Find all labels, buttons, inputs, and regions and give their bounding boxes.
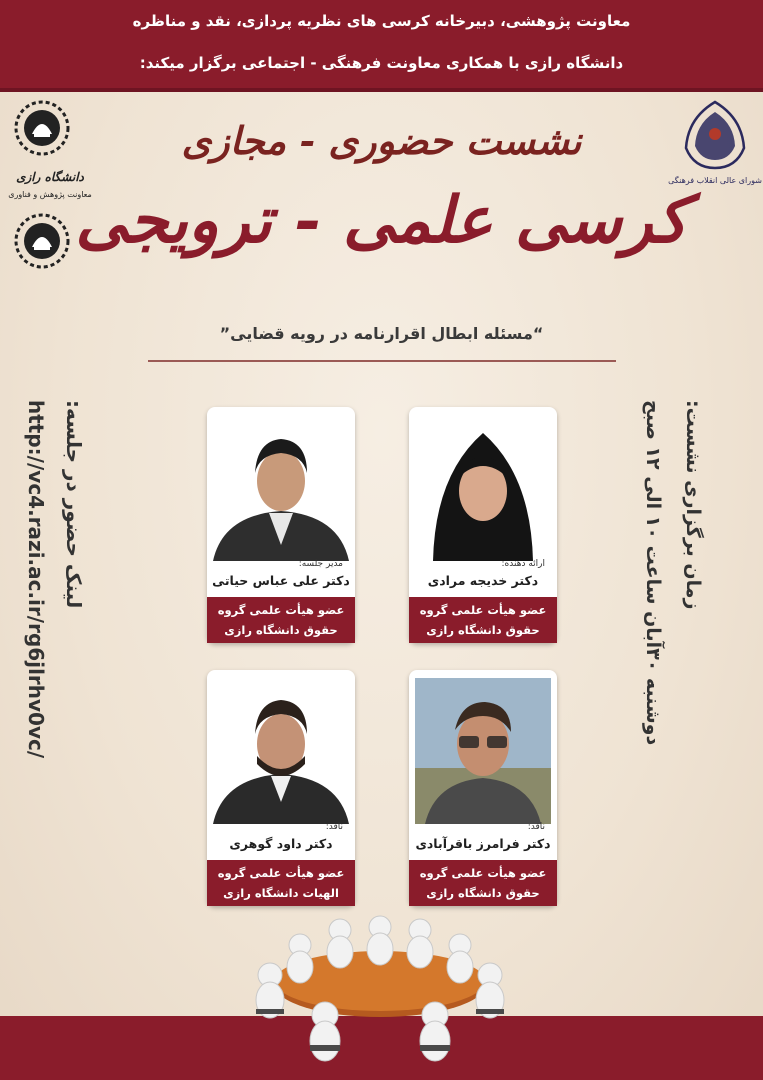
speaker-affiliation	[409, 597, 557, 643]
event-type: نشست حضوری - مجازی	[181, 118, 582, 163]
header-line-1: معاونت پژوهشی، دبیرخانه کرسی های نظریه پردازی، نقد و مناظره	[132, 12, 631, 30]
session-topic: “مسئله ابطال اقرارنامه در رویه قضایی”	[219, 324, 544, 343]
speaker-card-presenter	[409, 407, 557, 643]
speaker-affiliation	[207, 860, 355, 906]
speaker-photo	[415, 415, 551, 561]
roundtable-meeting-icon	[230, 905, 530, 1070]
speaker-role: ناقد:	[527, 822, 545, 832]
affiliation-line-1: عضو هیأت علمی گروه	[217, 603, 345, 617]
speaker-card-critic-1	[409, 670, 557, 906]
speaker-card-critic-2	[207, 670, 355, 906]
speaker-role: ناقد:	[325, 822, 343, 832]
link-label: لینک حضور در جلسه:	[62, 400, 86, 609]
speaker-affiliation	[409, 860, 557, 906]
affiliation-line-2: حقوق دانشگاه رازی	[426, 623, 540, 637]
affiliation-line-1: عضو هیأت علمی گروه	[419, 866, 547, 880]
affiliation-line-1: عضو هیأت علمی گروه	[217, 866, 345, 880]
razi-caption: دانشگاه رازی	[16, 170, 84, 184]
speaker-role: ارائه دهنده:	[501, 559, 545, 569]
speaker-role: مدیر جلسه:	[298, 559, 343, 569]
speaker-photo	[213, 678, 349, 824]
affiliation-line-2: الهیات دانشگاه رازی	[223, 886, 339, 900]
schedule-value: دوشنبه ۳۰آبان ساعت ۱۰ الی ۱۲ صبح	[642, 400, 664, 746]
schedule-label: زمان برگزاری نشست:	[682, 400, 704, 610]
speaker-name: دکتر خدیجه مرادی	[427, 573, 539, 588]
header-bar	[0, 0, 763, 92]
speaker-photo	[415, 678, 551, 824]
supreme-council-caption: شورای عالی انقلاب فرهنگی	[668, 176, 762, 185]
affiliation-line-1: عضو هیأت علمی گروه	[419, 603, 547, 617]
roundtable-illustration	[230, 905, 530, 1070]
header-line-2: دانشگاه رازی با همکاری معاونت فرهنگی - اجتماعی برگزار میکند:	[139, 54, 624, 72]
link-block	[24, 400, 108, 760]
page-title: کرسی علمی - ترویجی	[75, 183, 688, 258]
speaker-name: دکتر داود گوهری	[229, 836, 333, 851]
speaker-photo	[213, 415, 349, 561]
affiliation-line-2: حقوق دانشگاه رازی	[224, 623, 338, 637]
meeting-link[interactable]: http://vc4.razi.ac.ir/rg6jlrhv0vc/	[24, 400, 48, 759]
schedule-block	[642, 400, 715, 785]
affiliation-line-2: حقوق دانشگاه رازی	[426, 886, 540, 900]
divider	[148, 360, 616, 362]
razi-subcaption: معاونت پژوهش و فناوری	[8, 190, 92, 199]
speaker-affiliation	[207, 597, 355, 643]
speaker-name: دکتر علی عباس حیاتی	[212, 573, 350, 588]
speaker-name: دکتر فرامرز باقرآبادی	[415, 836, 551, 851]
speaker-card-moderator	[207, 407, 355, 643]
